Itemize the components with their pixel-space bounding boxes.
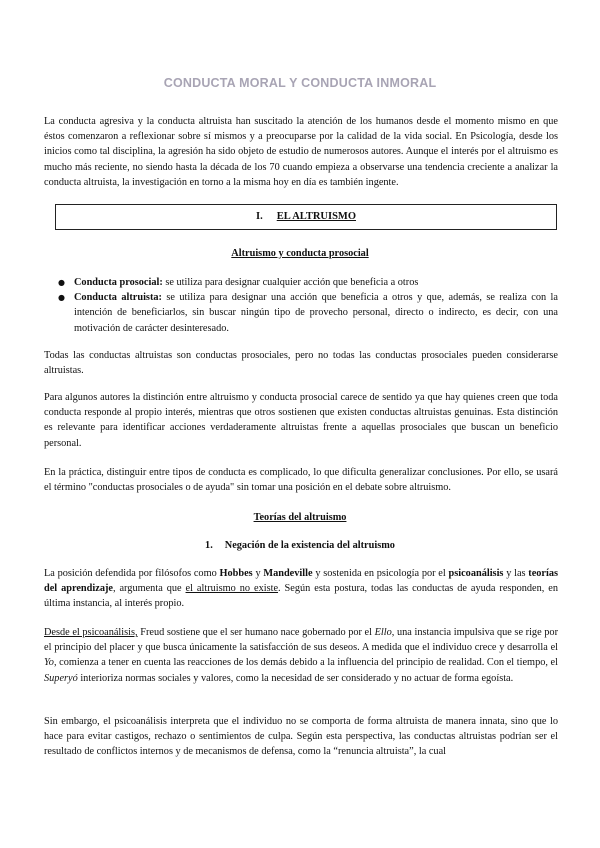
embargo-paragraph: Sin embargo, el psicoanálisis interpreta que el individuo no se comporta de forma altruista de manera innata, sino que lo hace para evitar castigos, rechazo o sentimientos de culpa. Según esta perspectiva, las conductas altruistas podrían ser el resultado de conflictos internos y de mecanismos de defensa, como la “renuncia altruista”, la cual: [44, 716, 558, 758]
underlined-run: el altruismo no existe: [185, 583, 279, 595]
subheading-teorias: Teorías del altruismo: [253, 512, 347, 523]
section-number: I.: [256, 211, 263, 222]
text-run: y sostenida en psicología por el: [312, 568, 449, 579]
numbered-heading-number: 1.: [205, 540, 213, 551]
section-label: EL ALTRUISMO: [276, 211, 356, 222]
bold-run: Hobbes: [219, 568, 253, 579]
term-text: se utiliza para designar cualquier acción que beneficia a otros: [162, 277, 419, 288]
text-run: , una instancia impulsiva que se rige por el principio del placer y que busca únicamente la satisfacción de sus deseos. A medida que el individuo crece y desarrolla el: [44, 627, 558, 654]
text-run: La posición defendida por filósofos como: [44, 568, 220, 579]
italic-run: Superyó: [44, 672, 78, 684]
term-label: Conducta altruista:: [74, 292, 162, 304]
text-run: . Según esta postura, todas las conductas de ayuda responden, en última instancia, al interés propio.: [44, 583, 558, 610]
italic-run: Ello: [374, 627, 392, 638]
numbered-heading: [0, 538, 600, 553]
term-label: Conducta prosocial:: [74, 277, 163, 288]
list-item: [58, 290, 558, 336]
bold-run: psicoanálisis: [448, 568, 504, 579]
prosocial-paragraph: Todas las conductas altruistas son conductas prosociales, pero no todas las conductas prosociales pueden considerarse altruistas.: [44, 350, 558, 377]
term-text: se utiliza para designar una acción que beneficia a otros y que, además, se realiza con la intención de beneficiarlos, sin buscar ningún tipo de provecho personal, directo o indirecto, es decir, con una motivación de carácter desinteresado.: [74, 292, 558, 334]
text-run: Freud sostiene que el ser humano nace gobernado por el: [137, 627, 375, 638]
list-item: [58, 275, 558, 290]
bold-run: teorías del aprendizaje: [44, 568, 559, 595]
text-run: y las: [503, 568, 529, 579]
negation-paragraph: [44, 566, 558, 612]
authors-paragraph: Para algunos autores la distinción entre altruismo y conducta prosocial carece de sentido ya que hay quienes creen que toda conducta responde al propio interés, mientras que otros sostienen que existen conductas altruistas genuinas. Esta distinción es relevante para identificar acciones verdaderamente altruistas frente a aquellas prosociales que buscan un beneficio personal.: [44, 392, 558, 449]
psychoanalysis-paragraph: [44, 625, 558, 686]
text-run: interioriza normas sociales y valores, como la necesidad de ser considerado y no actuar de forma egoísta.: [77, 672, 514, 684]
numbered-heading-label: Negación de la existencia del altruismo: [224, 540, 395, 551]
definitions-list: [58, 275, 558, 336]
text-run: y: [252, 568, 264, 579]
underlined-run: Desde el psicoanálisis,: [44, 627, 138, 638]
intro-paragraph: La conducta agresiva y la conducta altruista han suscitado la atención de los humanos desde el momento mismo en que éstos comenzaron a reflexionar sobre sí mismos y a preocuparse por la calidad de la vida social. En Psicología, desde los inicios como tal disciplina, la agresión ha sido objeto de estudio de numerosos autores. Aunque el interés por el altruismo es mucho más reciente, no siendo hasta la década de los 70 cuando empieza a observarse una tendencia creciente a analizar la conducta altruista, la investigación en torno a la misma hoy en día es también ingente.: [44, 116, 558, 188]
bold-run: Mandeville: [263, 568, 313, 579]
text-run: , comienza a tener en cuenta las reacciones de los demás debido a la influencia del principio de realidad. Con el tiempo, el: [53, 657, 558, 669]
practice-paragraph: En la práctica, distinguir entre tipos de conducta es complicado, lo que dificulta generalizar conclusiones. Por ello, se usará el término "conductas prosociales o de ayuda" sin tomar una posición en el debate sobre altruismo.: [44, 467, 558, 494]
section-heading-box: [55, 204, 557, 230]
text-run: , argumenta que: [112, 583, 186, 595]
page-title: CONDUCTA MORAL Y CONDUCTA INMORAL: [163, 76, 437, 90]
subheading-altruismo-prosocial: Altruismo y conducta prosocial: [231, 248, 369, 259]
italic-run: Yo: [44, 657, 54, 669]
